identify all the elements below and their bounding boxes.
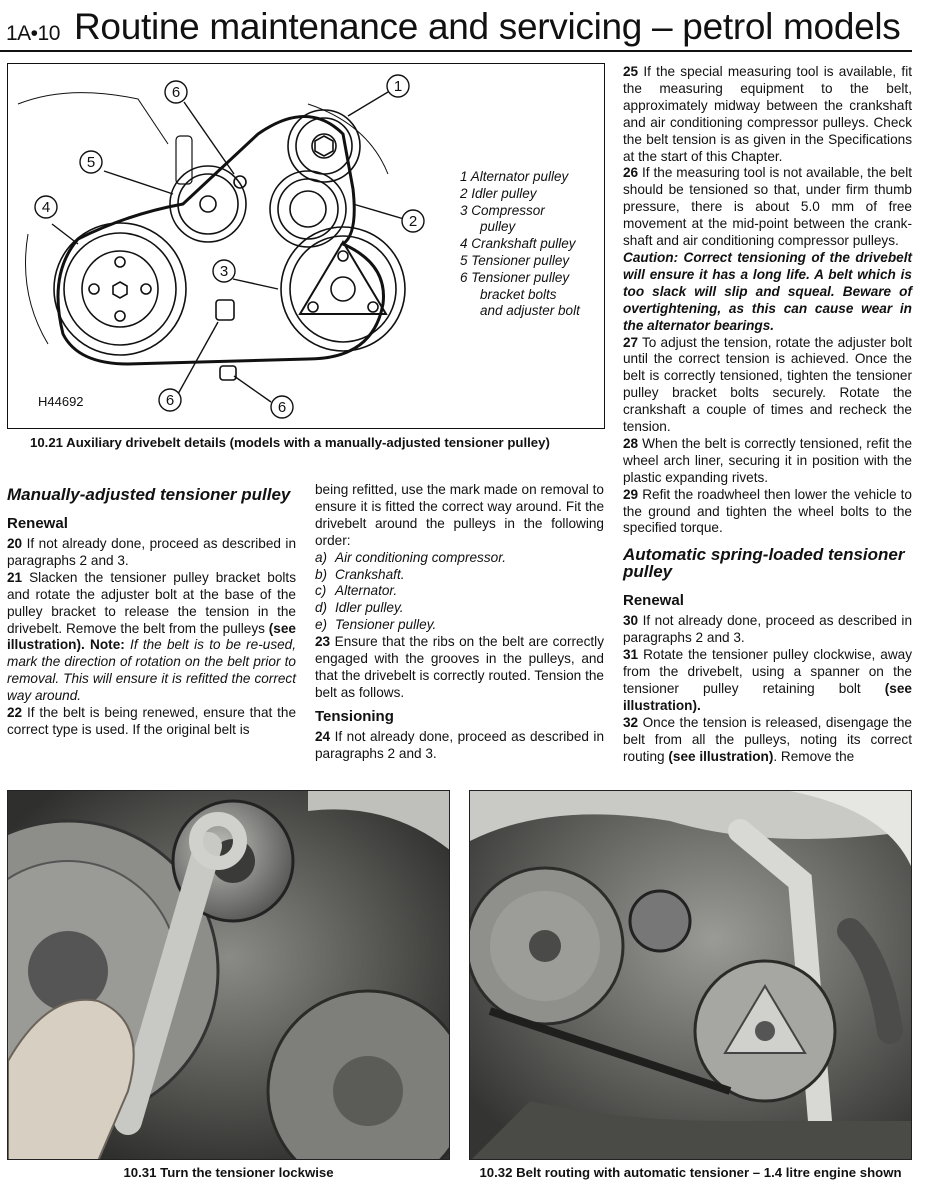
- callout-6a: 6: [171, 84, 181, 101]
- photo-caption-10-32: 10.32 Belt routing with automatic tensioner – 1.4 litre engine shown: [479, 1165, 902, 1180]
- legend-item: 1 Alternator pulley: [460, 169, 569, 184]
- column-2: [315, 482, 604, 763]
- legend-item: 5 Tensioner pulley: [460, 252, 570, 268]
- paragraph-31: 31 Rotate the tensioner pulley clockwise, away from the drivebelt, using a spanner on the tensioner pulley retaining bolt (see illustration).: [623, 647, 912, 713]
- paragraph-28: 28 When the belt is correctly tensioned, refit the wheel arch liner, securing it in position with the plastic expanding rivets.: [623, 435, 912, 485]
- legend-item: bracket bolts: [480, 286, 557, 302]
- paragraph-20: 20 If not already done, proceed as described in paragraphs 2 and 3.: [7, 536, 296, 568]
- list-item: b) Crankshaft.: [315, 566, 405, 582]
- callout-4: 4: [41, 199, 51, 216]
- page-number: 1A•10: [6, 22, 60, 45]
- paragraph-22: 22 If the belt is being renewed, ensure that the correct type is used. If the original belt is: [7, 705, 297, 737]
- list-item: d) Idler pulley.: [315, 600, 404, 616]
- photo-10-32: [469, 790, 912, 1160]
- list-item: c) Alternator.: [315, 583, 398, 599]
- legend-item: 4 Crankshaft pulley: [460, 236, 576, 252]
- photo-10-31: [7, 790, 450, 1160]
- callout-3: 3: [219, 263, 229, 280]
- list-item: a) Air conditioning compressor.: [315, 549, 507, 565]
- paragraph-29: 29 Refit the roadwheel then lower the vehicle to the ground and tighten the wheel bolts to the specified torque.: [623, 486, 912, 536]
- section-heading: Automatic spring-loaded tensioner pulley: [623, 545, 905, 582]
- legend-item: 6 Tensioner pulley: [460, 269, 570, 285]
- paragraph-21: 21 Slacken the tensioner pulley bracket bolts and rotate the adjuster bolt at the base of the pulley bracket to release the tension in the drivebelt. Remove the belt from the pulleys (see illustration). Note: If the belt is to be re-used, mark the direction of rotation on the belt prior to removal. This will ensure it is refitted the correct way around.: [7, 569, 297, 704]
- column-3: [623, 64, 912, 766]
- legend-item: and adjuster bolt: [480, 303, 580, 319]
- paragraph-30: 30 If not already done, proceed as described in paragraphs 2 and 3.: [623, 613, 912, 646]
- page-header: [0, 0, 930, 50]
- paragraph-26: 26 If the measuring tool is not available, the belt should be tensioned so that, under firm thumb pressure, there is about 5.0 mm of free movement at the mid-point between the crank-shaft and air conditioning compressor pulleys.: [623, 165, 913, 249]
- subheading: Renewal: [7, 515, 68, 532]
- list-item: e) Tensioner pulley.: [315, 617, 437, 633]
- callout-2: 2: [408, 213, 418, 230]
- callout-6c: 6: [277, 399, 287, 416]
- figure-code: H44692: [38, 394, 84, 409]
- legend-item: 3 Compressor: [460, 202, 545, 218]
- paragraph-23: 23 Ensure that the ribs on the belt are correctly engaged with the grooves in the pulleys, and that the drivebelt is correctly routed. Tension the belt as follows.: [315, 634, 604, 700]
- fitting-order-list: [315, 550, 604, 635]
- paragraph-25: 25 If the special measuring tool is available, fit the measuring equipment to the belt, approximately midway between the crankshaft and air conditioning compressor pulleys. Check the belt tension is as given in the Specifications at the start of this Chapter.: [623, 64, 913, 164]
- paragraph-32: 32 Once the tension is released, disengage the belt from all the pulleys, noting its correct routing (see illustration). Remove the: [623, 714, 912, 764]
- figure-legend: [460, 169, 580, 320]
- legend-item: pulley: [480, 219, 516, 235]
- paragraph-27: 27 To adjust the tension, rotate the adjuster bolt until the correct tension is achieved. Once the belt is correctly tensioned, tighten the tensioner pulley bracket bolts securely. Rotate the crankshaft a couple of times and recheck the tension.: [623, 334, 913, 435]
- figure-10-21: [7, 63, 605, 429]
- header-rule: [0, 50, 912, 52]
- paragraph-22-cont: being refitted, use the mark made on removal to ensure it is fitted the correct way around. Fit the drivebelt around the pulleys in the following order:: [315, 482, 604, 548]
- subheading: Renewal: [623, 592, 684, 610]
- figure-caption: 10.21 Auxiliary drivebelt details (models with a manually-adjusted tensioner pulley): [30, 435, 550, 450]
- paragraph-24: 24 If not already done, proceed as described in paragraphs 2 and 3.: [315, 728, 604, 761]
- legend-item: 2 Idler pulley: [460, 185, 537, 201]
- section-heading: Manually-adjusted tensioner pulley: [7, 485, 291, 504]
- subheading: Tensioning: [315, 707, 394, 725]
- callout-1: 1: [393, 78, 403, 95]
- photo-caption-10-31: 10.31 Turn the tensioner lockwise: [123, 1165, 334, 1180]
- caution-note: Caution: Correct tensioning of the drivebelt will ensure it has a long life. A belt which is too slack will slip and squeal. Beware of overtightening, as this can cause wear in the alternator bearings.: [623, 249, 912, 333]
- column-1: [7, 486, 296, 739]
- page-title: Routine maintenance and servicing – petrol models: [74, 6, 901, 47]
- callout-5: 5: [86, 154, 96, 171]
- callout-6b: 6: [165, 392, 175, 409]
